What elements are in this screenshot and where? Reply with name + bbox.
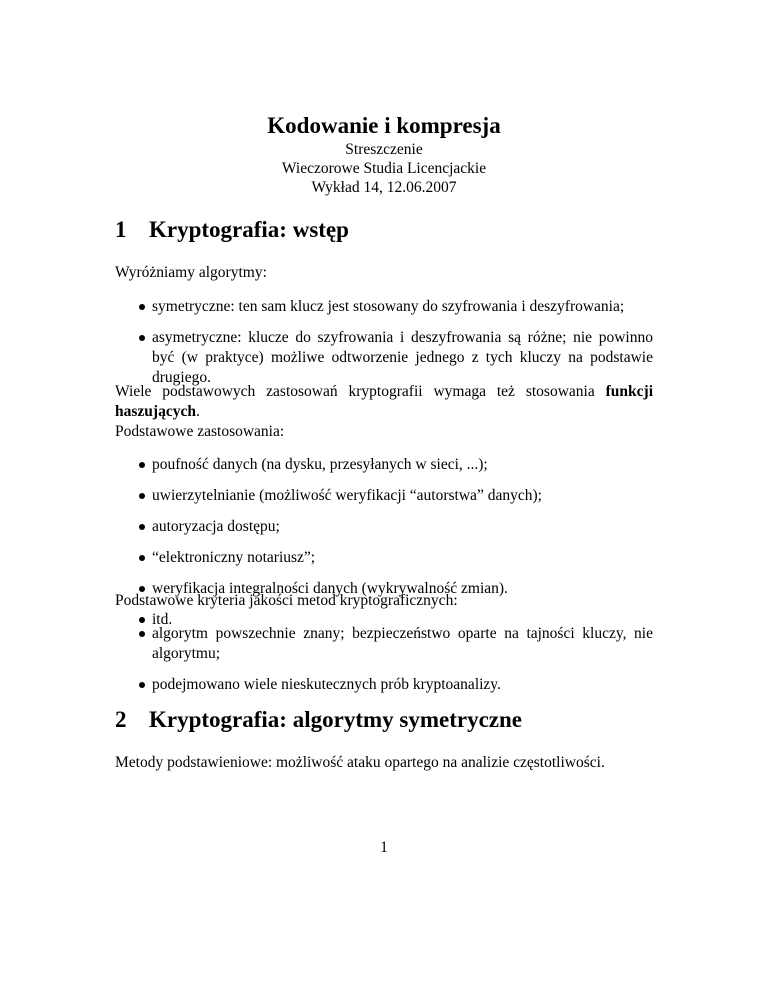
algorithms-list bbox=[115, 297, 653, 388]
list-item: “elektroniczny notariusz”; bbox=[115, 548, 653, 568]
page-number: 1 bbox=[380, 839, 388, 856]
hash-functions-term: funkcji haszujących bbox=[115, 383, 653, 420]
list-item: weryfikacja integralności danych (wykrywalność zmian). bbox=[115, 579, 653, 599]
algorithms-intro: Wyróżniamy algorytmy: bbox=[115, 264, 267, 281]
criteria-list bbox=[115, 624, 653, 695]
bullet-icon bbox=[139, 335, 145, 341]
title-block bbox=[115, 112, 653, 197]
hash-functions-paragraph: Wiele podstawowych zastosowań kryptografii wymaga też stosowania funkcji haszujących. bbox=[115, 383, 653, 420]
section-heading-1 bbox=[115, 216, 349, 244]
bullet-icon bbox=[139, 631, 145, 637]
bullet-icon bbox=[139, 555, 145, 561]
list-item: algorytm powszechnie znany; bezpieczeństwo oparte na tajności kluczy, nie algorytmu; bbox=[115, 624, 653, 664]
bullet-icon bbox=[139, 304, 145, 310]
section-number: 2 bbox=[115, 707, 127, 732]
bullet-icon bbox=[139, 617, 145, 623]
list-item: asymetryczne: klucze do szyfrowania i deszyfrowania są różne; nie powinno być (w praktyce) możliwe odtworzenie jednego z tych kluczy na podstawie drugiego. bbox=[115, 328, 653, 388]
criteria-intro: Podstawowe kryteria jakości metod kryptograficznych: bbox=[115, 592, 458, 609]
section-number: 1 bbox=[115, 217, 127, 242]
list-item: itd. bbox=[115, 610, 653, 630]
list-item: podejmowano wiele nieskutecznych prób kryptoanalizy. bbox=[115, 675, 653, 695]
subtitle-line: Wykład 14, 12.06.2007 bbox=[311, 179, 457, 196]
section-title: Kryptografia: wstęp bbox=[149, 217, 349, 242]
section-heading-2 bbox=[115, 706, 522, 734]
section-title: Kryptografia: algorytmy symetryczne bbox=[149, 707, 522, 732]
subtitle-line: Streszczenie bbox=[345, 141, 423, 158]
document-title: Kodowanie i kompresja bbox=[267, 113, 501, 138]
substitution-methods-paragraph: Metody podstawieniowe: możliwość ataku opartego na analizie częstotliwości. bbox=[115, 754, 605, 771]
applications-intro: Podstawowe zastosowania: bbox=[115, 423, 285, 440]
bullet-icon bbox=[139, 682, 145, 688]
list-item: autoryzacja dostępu; bbox=[115, 517, 653, 537]
subtitle-line: Wieczorowe Studia Licencjackie bbox=[281, 160, 487, 177]
list-item: symetryczne: ten sam klucz jest stosowany do szyfrowania i deszyfrowania; bbox=[115, 297, 653, 317]
list-item: poufność danych (na dysku, przesyłanych w sieci, ...); bbox=[115, 455, 653, 475]
bullet-icon bbox=[139, 462, 145, 468]
bullet-icon bbox=[139, 524, 145, 530]
document-page bbox=[115, 0, 653, 994]
list-item: uwierzytelnianie (możliwość weryfikacji “autorstwa” danych); bbox=[115, 486, 653, 506]
bullet-icon bbox=[139, 493, 145, 499]
